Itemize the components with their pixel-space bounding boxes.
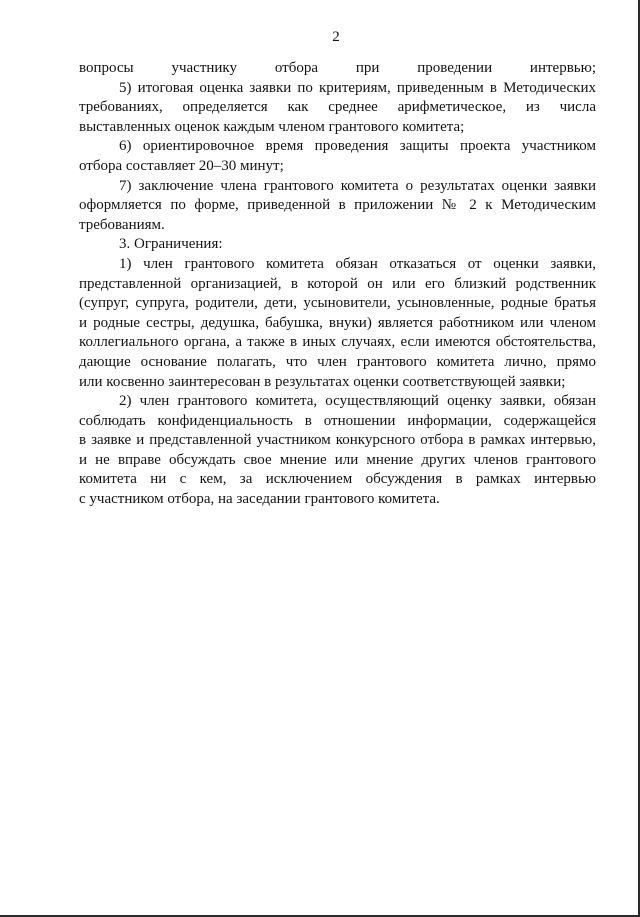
- page-number: 2: [332, 29, 340, 45]
- document-body: [79, 59, 596, 510]
- text-line: вопросы участнику отбора при проведении интервью;: [79, 60, 596, 76]
- text-line: соблюдать конфиденциальность в отношении информации, содержащейся: [79, 412, 596, 429]
- text-line: представленной организацией, в которой он или его близкий родственник: [79, 275, 596, 292]
- text-line: с участником отбора, на заседании грантового комитета.: [79, 491, 440, 508]
- text-line: требованиях, определяется как среднее арифметическое, из числа: [79, 99, 596, 116]
- text-line: или косвенно заинтересован в результатах оценки соответствующей заявки;: [79, 373, 566, 390]
- text-line: комитета ни с кем, за исключением обсуждения в рамках интервью: [79, 471, 596, 488]
- text-line: 1) член грантового комитета обязан отказаться от оценки заявки,: [119, 255, 596, 272]
- text-line: и не вправе обсуждать свое мнение или мнение других членов грантового: [79, 451, 596, 468]
- text-line: оформляется по форме, приведенной в приложении № 2 к Методическим: [79, 197, 596, 214]
- text-line: 7) заключение члена грантового комитета о результатах оценки заявки: [119, 177, 596, 194]
- text-line: требованиям.: [79, 216, 165, 233]
- text-line: дающие основание полагать, что член грантового комитета лично, прямо: [79, 353, 596, 370]
- text-line: 3. Ограничения:: [119, 236, 223, 253]
- text-line: 2) член грантового комитета, осуществляющий оценку заявки, обязан: [119, 393, 596, 410]
- text-line: в заявке и представленной участником конкурсного отбора в рамках интервью,: [79, 432, 596, 449]
- text-line: (супруг, супруга, родители, дети, усыновители, усыновленные, родные братья: [79, 295, 596, 312]
- text-line: отбора составляет 20–30 минут;: [79, 157, 284, 174]
- text-line: 6) ориентировочное время проведения защиты проекта участником: [119, 138, 596, 155]
- text-line: коллегиального органа, а также в иных случаях, если имеются обстоятельства,: [79, 334, 596, 351]
- text-line: выставленных оценок каждым членом грантового комитета;: [79, 118, 465, 135]
- text-line: и родные сестры, дедушка, бабушка, внуки) является работником или членом: [79, 314, 596, 331]
- text-line: 5) итоговая оценка заявки по критериям, приведенным в Методических: [119, 79, 596, 96]
